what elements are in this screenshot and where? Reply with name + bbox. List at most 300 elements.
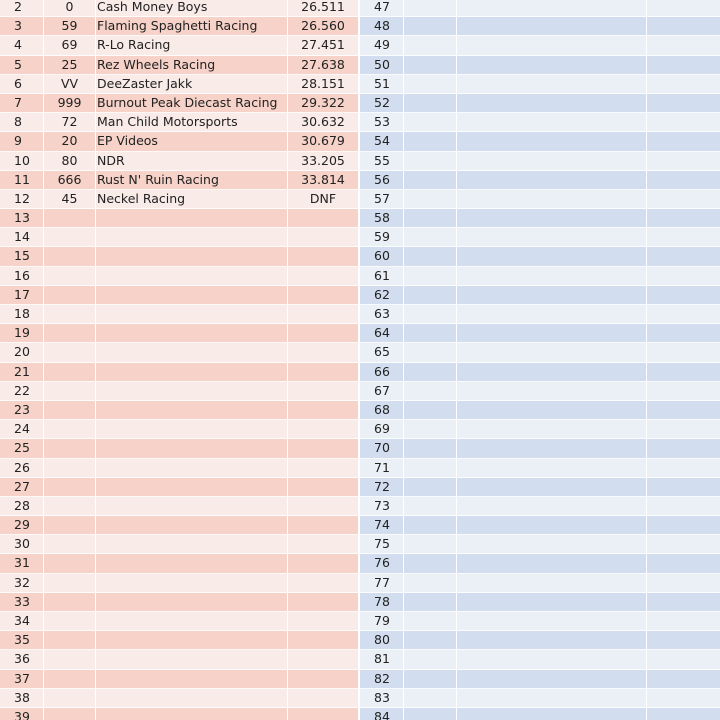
car-number-cell[interactable]: 0 [44,0,96,17]
position-cell[interactable]: 77 [360,574,404,593]
time-cell[interactable] [288,401,359,420]
team-name-cell[interactable] [457,171,647,190]
position-cell[interactable]: 6 [0,75,44,94]
position-cell[interactable]: 22 [0,382,44,401]
car-number-cell[interactable] [44,554,96,573]
time-cell[interactable]: 33.814 [288,171,359,190]
team-name-cell[interactable] [96,516,288,535]
team-name-cell[interactable] [457,305,647,324]
car-number-cell[interactable] [44,497,96,516]
position-cell[interactable]: 79 [360,612,404,631]
team-name-cell[interactable] [457,497,647,516]
team-name-cell[interactable] [96,689,288,708]
position-cell[interactable]: 72 [360,478,404,497]
time-cell[interactable] [647,247,720,266]
car-number-cell[interactable]: 25 [44,56,96,75]
position-cell[interactable]: 63 [360,305,404,324]
team-name-cell[interactable] [457,708,647,720]
car-number-cell[interactable] [44,267,96,286]
team-name-cell[interactable] [96,209,288,228]
team-name-cell[interactable] [96,439,288,458]
team-name-cell[interactable] [457,94,647,113]
car-number-cell[interactable] [404,574,457,593]
time-cell[interactable] [647,459,720,478]
position-cell[interactable]: 64 [360,324,404,343]
time-cell[interactable]: 27.451 [288,36,359,55]
time-cell[interactable] [647,286,720,305]
car-number-cell[interactable] [44,209,96,228]
position-cell[interactable]: 39 [0,708,44,720]
time-cell[interactable] [647,36,720,55]
team-name-cell[interactable] [457,113,647,132]
team-name-cell[interactable] [457,56,647,75]
position-cell[interactable]: 20 [0,343,44,362]
team-name-cell[interactable] [96,363,288,382]
car-number-cell[interactable] [44,363,96,382]
position-cell[interactable]: 28 [0,497,44,516]
time-cell[interactable] [288,497,359,516]
car-number-cell[interactable] [404,593,457,612]
time-cell[interactable] [647,0,720,17]
time-cell[interactable] [288,478,359,497]
position-cell[interactable]: 81 [360,650,404,669]
time-cell[interactable] [647,516,720,535]
position-cell[interactable]: 3 [0,17,44,36]
team-name-cell[interactable]: NDR [96,152,288,171]
time-cell[interactable] [647,497,720,516]
position-cell[interactable]: 69 [360,420,404,439]
time-cell[interactable] [288,324,359,343]
team-name-cell[interactable] [96,650,288,669]
position-cell[interactable]: 7 [0,94,44,113]
car-number-cell[interactable] [404,554,457,573]
car-number-cell[interactable] [404,689,457,708]
team-name-cell[interactable] [96,420,288,439]
time-cell[interactable] [647,363,720,382]
time-cell[interactable] [647,382,720,401]
car-number-cell[interactable] [44,420,96,439]
time-cell[interactable] [288,420,359,439]
car-number-cell[interactable] [404,0,457,17]
position-cell[interactable]: 78 [360,593,404,612]
position-cell[interactable]: 56 [360,171,404,190]
time-cell[interactable] [647,171,720,190]
team-name-cell[interactable] [457,612,647,631]
position-cell[interactable]: 51 [360,75,404,94]
car-number-cell[interactable] [404,497,457,516]
position-cell[interactable]: 23 [0,401,44,420]
position-cell[interactable]: 19 [0,324,44,343]
time-cell[interactable] [647,209,720,228]
time-cell[interactable] [647,190,720,209]
car-number-cell[interactable] [404,267,457,286]
car-number-cell[interactable]: 999 [44,94,96,113]
car-number-cell[interactable] [404,363,457,382]
time-cell[interactable] [288,228,359,247]
time-cell[interactable] [647,17,720,36]
time-cell[interactable] [647,420,720,439]
time-cell[interactable] [647,554,720,573]
time-cell[interactable] [647,324,720,343]
time-cell[interactable] [288,459,359,478]
team-name-cell[interactable] [457,554,647,573]
position-cell[interactable]: 27 [0,478,44,497]
time-cell[interactable] [647,75,720,94]
team-name-cell[interactable] [96,593,288,612]
position-cell[interactable]: 33 [0,593,44,612]
car-number-cell[interactable] [404,535,457,554]
position-cell[interactable]: 10 [0,152,44,171]
time-cell[interactable] [647,612,720,631]
position-cell[interactable]: 73 [360,497,404,516]
position-cell[interactable]: 47 [360,0,404,17]
car-number-cell[interactable]: 20 [44,132,96,151]
time-cell[interactable] [288,343,359,362]
car-number-cell[interactable] [44,574,96,593]
car-number-cell[interactable] [44,343,96,362]
car-number-cell[interactable] [44,247,96,266]
time-cell[interactable] [647,132,720,151]
team-name-cell[interactable] [96,478,288,497]
position-cell[interactable]: 61 [360,267,404,286]
time-cell[interactable] [647,94,720,113]
car-number-cell[interactable] [404,113,457,132]
team-name-cell[interactable] [457,401,647,420]
position-cell[interactable]: 13 [0,209,44,228]
team-name-cell[interactable] [457,689,647,708]
car-number-cell[interactable] [404,670,457,689]
team-name-cell[interactable] [457,593,647,612]
car-number-cell[interactable] [404,420,457,439]
position-cell[interactable]: 12 [0,190,44,209]
position-cell[interactable]: 9 [0,132,44,151]
car-number-cell[interactable]: 69 [44,36,96,55]
car-number-cell[interactable] [404,612,457,631]
team-name-cell[interactable] [96,459,288,478]
position-cell[interactable]: 57 [360,190,404,209]
car-number-cell[interactable] [404,36,457,55]
team-name-cell[interactable] [96,612,288,631]
car-number-cell[interactable] [44,516,96,535]
time-cell[interactable]: 33.205 [288,152,359,171]
time-cell[interactable] [288,516,359,535]
team-name-cell[interactable]: Cash Money Boys [96,0,288,17]
position-cell[interactable]: 84 [360,708,404,720]
time-cell[interactable] [288,650,359,669]
time-cell[interactable] [647,152,720,171]
team-name-cell[interactable] [96,708,288,720]
position-cell[interactable]: 67 [360,382,404,401]
team-name-cell[interactable] [96,401,288,420]
position-cell[interactable]: 66 [360,363,404,382]
car-number-cell[interactable]: 59 [44,17,96,36]
time-cell[interactable] [647,343,720,362]
team-name-cell[interactable] [457,190,647,209]
time-cell[interactable] [288,305,359,324]
car-number-cell[interactable] [404,228,457,247]
position-cell[interactable]: 26 [0,459,44,478]
team-name-cell[interactable] [457,36,647,55]
position-cell[interactable]: 11 [0,171,44,190]
car-number-cell[interactable]: 72 [44,113,96,132]
team-name-cell[interactable]: Flaming Spaghetti Racing [96,17,288,36]
time-cell[interactable] [647,439,720,458]
team-name-cell[interactable] [457,420,647,439]
car-number-cell[interactable] [404,401,457,420]
position-cell[interactable]: 17 [0,286,44,305]
position-cell[interactable]: 53 [360,113,404,132]
position-cell[interactable]: 80 [360,631,404,650]
car-number-cell[interactable] [44,439,96,458]
position-cell[interactable]: 75 [360,535,404,554]
position-cell[interactable]: 36 [0,650,44,669]
time-cell[interactable]: 29.322 [288,94,359,113]
team-name-cell[interactable]: Rez Wheels Racing [96,56,288,75]
time-cell[interactable] [647,56,720,75]
team-name-cell[interactable] [457,152,647,171]
team-name-cell[interactable] [96,324,288,343]
car-number-cell[interactable] [404,190,457,209]
team-name-cell[interactable] [457,324,647,343]
car-number-cell[interactable] [44,670,96,689]
position-cell[interactable]: 21 [0,363,44,382]
team-name-cell[interactable] [457,631,647,650]
time-cell[interactable]: 28.151 [288,75,359,94]
position-cell[interactable]: 48 [360,17,404,36]
car-number-cell[interactable] [404,75,457,94]
position-cell[interactable]: 15 [0,247,44,266]
time-cell[interactable] [288,286,359,305]
team-name-cell[interactable] [457,516,647,535]
team-name-cell[interactable] [457,439,647,458]
car-number-cell[interactable] [404,516,457,535]
position-cell[interactable]: 55 [360,152,404,171]
time-cell[interactable] [288,593,359,612]
time-cell[interactable] [647,574,720,593]
team-name-cell[interactable] [457,343,647,362]
team-name-cell[interactable] [457,267,647,286]
time-cell[interactable] [288,382,359,401]
car-number-cell[interactable]: 666 [44,171,96,190]
time-cell[interactable]: 26.560 [288,17,359,36]
position-cell[interactable]: 8 [0,113,44,132]
time-cell[interactable] [647,670,720,689]
car-number-cell[interactable] [44,631,96,650]
car-number-cell[interactable] [44,650,96,669]
team-name-cell[interactable] [96,305,288,324]
time-cell[interactable] [288,535,359,554]
position-cell[interactable]: 4 [0,36,44,55]
position-cell[interactable]: 68 [360,401,404,420]
car-number-cell[interactable]: VV [44,75,96,94]
team-name-cell[interactable] [96,382,288,401]
position-cell[interactable]: 38 [0,689,44,708]
car-number-cell[interactable] [44,286,96,305]
time-cell[interactable] [647,650,720,669]
position-cell[interactable]: 5 [0,56,44,75]
time-cell[interactable]: 27.638 [288,56,359,75]
car-number-cell[interactable] [44,401,96,420]
team-name-cell[interactable] [457,228,647,247]
car-number-cell[interactable] [404,17,457,36]
position-cell[interactable]: 35 [0,631,44,650]
time-cell[interactable] [647,305,720,324]
time-cell[interactable] [288,574,359,593]
team-name-cell[interactable] [457,75,647,94]
team-name-cell[interactable] [96,497,288,516]
team-name-cell[interactable] [457,650,647,669]
car-number-cell[interactable] [404,324,457,343]
car-number-cell[interactable] [44,593,96,612]
time-cell[interactable]: 30.632 [288,113,359,132]
team-name-cell[interactable] [457,17,647,36]
position-cell[interactable]: 62 [360,286,404,305]
time-cell[interactable] [647,478,720,497]
team-name-cell[interactable] [96,247,288,266]
team-name-cell[interactable]: Burnout Peak Diecast Racing [96,94,288,113]
team-name-cell[interactable] [96,574,288,593]
time-cell[interactable] [647,401,720,420]
team-name-cell[interactable] [457,132,647,151]
position-cell[interactable]: 14 [0,228,44,247]
time-cell[interactable] [288,689,359,708]
team-name-cell[interactable] [96,343,288,362]
team-name-cell[interactable] [457,286,647,305]
time-cell[interactable] [288,267,359,286]
car-number-cell[interactable] [404,650,457,669]
car-number-cell[interactable] [44,478,96,497]
time-cell[interactable] [647,593,720,612]
car-number-cell[interactable] [404,94,457,113]
time-cell[interactable] [288,554,359,573]
position-cell[interactable]: 82 [360,670,404,689]
team-name-cell[interactable]: Neckel Racing [96,190,288,209]
position-cell[interactable]: 37 [0,670,44,689]
car-number-cell[interactable]: 80 [44,152,96,171]
car-number-cell[interactable] [404,305,457,324]
car-number-cell[interactable] [404,439,457,458]
car-number-cell[interactable] [404,152,457,171]
car-number-cell[interactable]: 45 [44,190,96,209]
car-number-cell[interactable] [404,56,457,75]
time-cell[interactable] [288,631,359,650]
position-cell[interactable]: 49 [360,36,404,55]
team-name-cell[interactable] [96,267,288,286]
car-number-cell[interactable] [44,459,96,478]
team-name-cell[interactable] [457,478,647,497]
time-cell[interactable] [288,247,359,266]
car-number-cell[interactable] [404,631,457,650]
position-cell[interactable]: 60 [360,247,404,266]
car-number-cell[interactable] [44,228,96,247]
position-cell[interactable]: 74 [360,516,404,535]
team-name-cell[interactable] [96,228,288,247]
car-number-cell[interactable] [404,171,457,190]
position-cell[interactable]: 70 [360,439,404,458]
team-name-cell[interactable] [96,631,288,650]
car-number-cell[interactable] [404,286,457,305]
time-cell[interactable] [288,363,359,382]
position-cell[interactable]: 65 [360,343,404,362]
position-cell[interactable]: 50 [360,56,404,75]
car-number-cell[interactable] [44,324,96,343]
position-cell[interactable]: 76 [360,554,404,573]
position-cell[interactable]: 83 [360,689,404,708]
time-cell[interactable] [288,670,359,689]
car-number-cell[interactable] [44,612,96,631]
time-cell[interactable] [288,209,359,228]
position-cell[interactable]: 2 [0,0,44,17]
position-cell[interactable]: 31 [0,554,44,573]
team-name-cell[interactable]: R-Lo Racing [96,36,288,55]
team-name-cell[interactable]: Rust N' Ruin Racing [96,171,288,190]
time-cell[interactable] [647,631,720,650]
car-number-cell[interactable] [404,708,457,720]
car-number-cell[interactable] [404,382,457,401]
team-name-cell[interactable] [457,0,647,17]
position-cell[interactable]: 25 [0,439,44,458]
time-cell[interactable] [647,267,720,286]
car-number-cell[interactable] [404,247,457,266]
time-cell[interactable] [647,113,720,132]
time-cell[interactable] [288,612,359,631]
car-number-cell[interactable] [404,132,457,151]
team-name-cell[interactable] [457,459,647,478]
team-name-cell[interactable] [457,574,647,593]
team-name-cell[interactable] [96,554,288,573]
position-cell[interactable]: 29 [0,516,44,535]
team-name-cell[interactable] [457,363,647,382]
time-cell[interactable]: DNF [288,190,359,209]
time-cell[interactable] [647,689,720,708]
position-cell[interactable]: 71 [360,459,404,478]
team-name-cell[interactable] [96,286,288,305]
car-number-cell[interactable] [404,343,457,362]
time-cell[interactable] [288,439,359,458]
team-name-cell[interactable] [457,535,647,554]
position-cell[interactable]: 58 [360,209,404,228]
position-cell[interactable]: 30 [0,535,44,554]
team-name-cell[interactable] [457,670,647,689]
position-cell[interactable]: 52 [360,94,404,113]
car-number-cell[interactable] [44,708,96,720]
position-cell[interactable]: 59 [360,228,404,247]
car-number-cell[interactable] [44,535,96,554]
team-name-cell[interactable] [96,670,288,689]
car-number-cell[interactable] [404,209,457,228]
car-number-cell[interactable] [44,382,96,401]
position-cell[interactable]: 32 [0,574,44,593]
team-name-cell[interactable] [457,209,647,228]
team-name-cell[interactable] [457,382,647,401]
car-number-cell[interactable] [404,459,457,478]
team-name-cell[interactable]: DeeZaster Jakk [96,75,288,94]
car-number-cell[interactable] [44,305,96,324]
team-name-cell[interactable] [96,535,288,554]
position-cell[interactable]: 16 [0,267,44,286]
team-name-cell[interactable] [457,247,647,266]
car-number-cell[interactable] [44,689,96,708]
time-cell[interactable] [288,708,359,720]
position-cell[interactable]: 18 [0,305,44,324]
position-cell[interactable]: 24 [0,420,44,439]
time-cell[interactable]: 30.679 [288,132,359,151]
position-cell[interactable]: 34 [0,612,44,631]
time-cell[interactable]: 26.511 [288,0,359,17]
time-cell[interactable] [647,535,720,554]
position-cell[interactable]: 54 [360,132,404,151]
car-number-cell[interactable] [404,478,457,497]
